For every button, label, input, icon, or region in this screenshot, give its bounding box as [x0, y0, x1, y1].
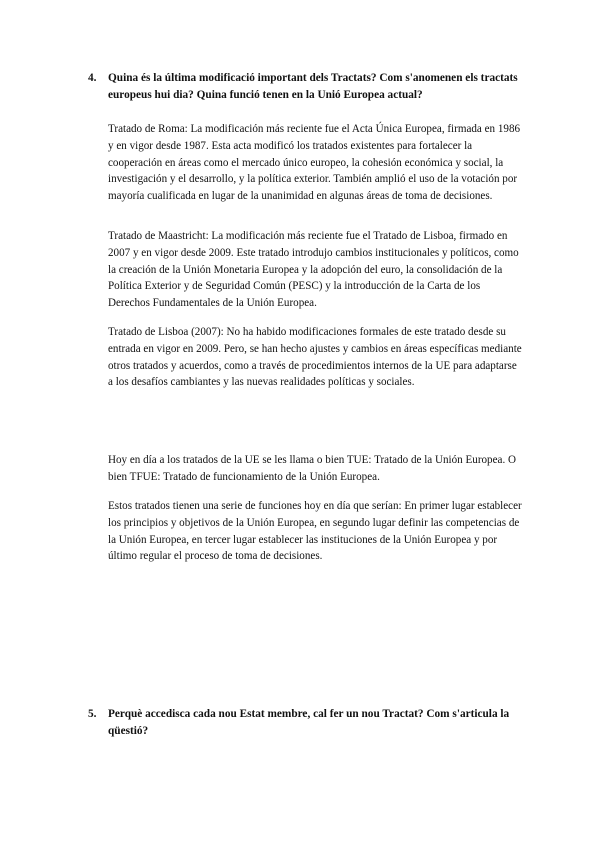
- question-4-text: Quina és la última modificació important dels Tractats? Com s'anomenen els tractats europeus hui dia? Quina funció tenen en la Unió Europea actual?: [108, 72, 518, 101]
- answer-paragraph-rome: Tratado de Roma: La modificación más reciente fue el Acta Única Europea, firmada en 1986 y en vigor desde 1987. Esta acta modificó los tratados existentes para fortalecer la cooperación en áreas como el mercado único europeo, la cohesión económica y social, la investigación y el desarrollo, y la política exterior. También amplió el uso de la votación por mayoría cualificada en lugar de la unanimidad en algunas áreas de toma de decisiones.: [108, 123, 521, 203]
- answer-paragraph-treaty-names: Hoy en día a los tratados de la UE se les llama o bien TUE: Tratado de la Unión Europea. O bien TFUE: Tratado de funcionamiento de la Unión Europea.: [108, 454, 517, 483]
- answer-paragraph-lisbon: Tratado de Lisboa (2007): No ha habido modificaciones formales de este tratado desde su entrada en vigor en 2009. Pero, se han hecho ajustes y cambios en áreas específicas mediante otros tratados y acuerdos, como a través de procedimientos internos de la UE para adaptarse a los desafíos cambiantes y las nuevas realidades políticas y sociales.: [108, 326, 522, 389]
- question-5-number: 5.: [88, 708, 97, 720]
- answer-paragraph-treaty-functions: Estos tratados tienen una serie de funciones hoy en día que serían: En primer lugar establecer los principios y objetivos de la Unión Europea, en segundo lugar definir las competencias de la Unión Europea, en tercer lugar establecer las instituciones de la Unión Europea y por último regular el proceso de toma de decisiones.: [108, 500, 522, 563]
- question-4: [88, 70, 528, 104]
- question-4-number: 4.: [88, 72, 97, 84]
- answer-paragraph-maastricht: Tratado de Maastricht: La modificación más reciente fue el Tratado de Lisboa, firmado en 2007 y en vigor desde 2009. Este tratado introdujo cambios institucionales y políticos, como la creación de la Unión Monetaria Europea y la adopción del euro, la consolidación de la Política Exterior y de Seguridad Común (PESC) y la introducción de la Carta de los Derechos Fundamentales de la Unión Europea.: [108, 230, 519, 310]
- question-5: [88, 706, 528, 740]
- question-5-text: Perquè accedisca cada nou Estat membre, cal fer un nou Tractat? Com s'articula la qüestió?: [108, 708, 510, 737]
